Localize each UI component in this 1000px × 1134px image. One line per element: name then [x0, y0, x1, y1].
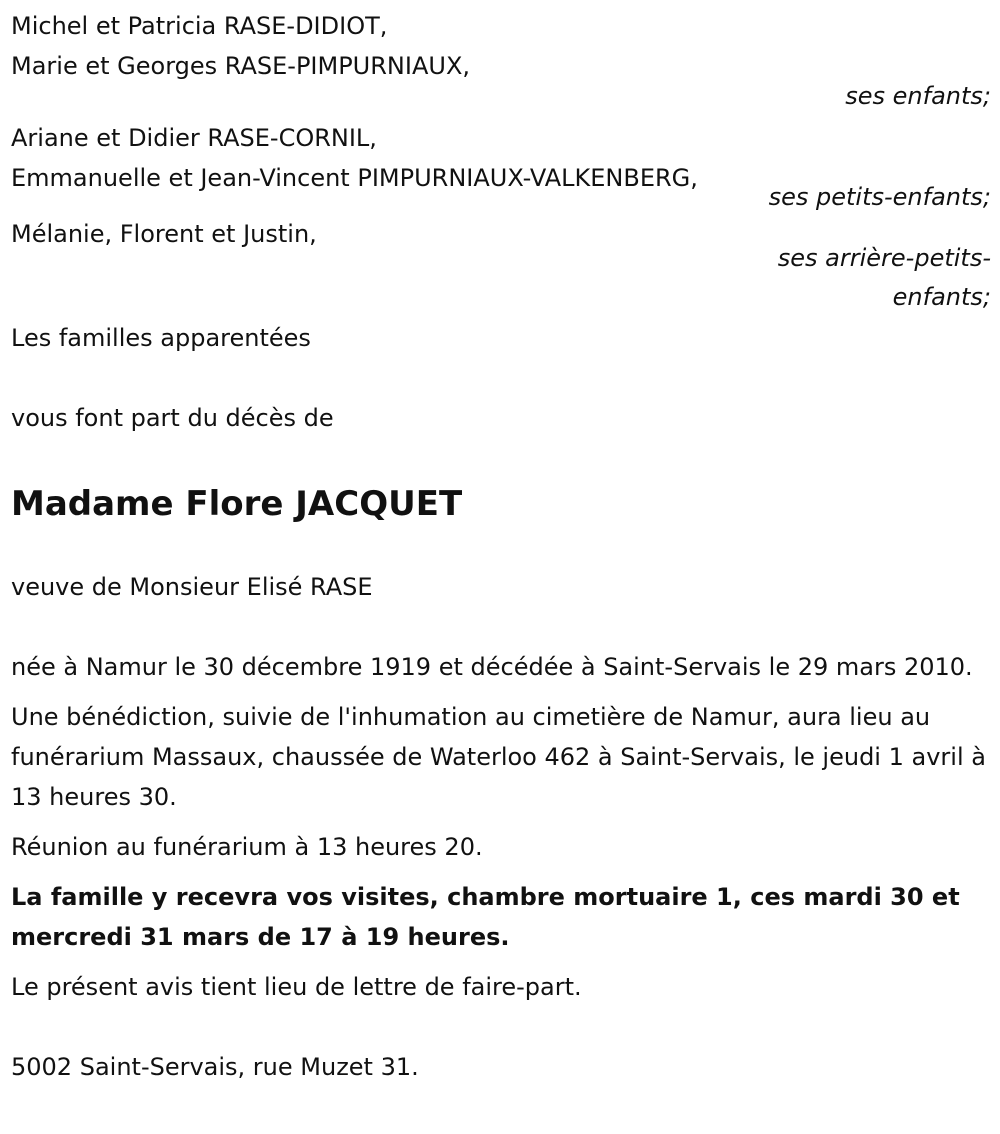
children-label: ses enfants; [845, 82, 991, 110]
notice-paragraph: Le présent avis tient lieu de lettre de faire-part. [11, 973, 582, 1001]
great-grandchildren-line: Mélanie, Florent et Justin, [11, 220, 317, 248]
relatives-line: Les familles apparentées [11, 324, 311, 352]
obituary-notice [11, 0, 991, 1087]
grandchildren-label: ses petits-enfants; [768, 183, 991, 211]
announcement-line: vous font part du décès de [11, 404, 334, 432]
great-grandchildren-label-2: enfants; [892, 283, 991, 311]
birth-death-paragraph: née à Namur le 30 décembre 1919 et décédée à Saint-Servais le 29 mars 2010. [11, 653, 973, 681]
meeting-paragraph: Réunion au funérarium à 13 heures 20. [11, 833, 483, 861]
address-line: 5002 Saint-Servais, rue Muzet 31. [11, 1053, 419, 1081]
grandchildren-line-2: Emmanuelle et Jean-Vincent PIMPURNIAUX-VALKENBERG, [11, 164, 698, 192]
ceremony-paragraph: Une bénédiction, suivie de l'inhumation au cimetière de Namur, aura lieu au funérarium Massaux, chaussée de Waterloo 462 à Saint-Servais, le jeudi 1 avril à 13 heures 30. [11, 703, 986, 811]
visits-paragraph: La famille y recevra vos visites, chambre mortuaire 1, ces mardi 30 et mercredi 31 mars de 17 à 19 heures. [11, 883, 960, 951]
deceased-name-heading: Madame Flore JACQUET [11, 484, 463, 524]
children-line-2: Marie et Georges RASE-PIMPURNIAUX, [11, 52, 471, 80]
grandchildren-line-1: Ariane et Didier RASE-CORNIL, [11, 124, 377, 152]
great-grandchildren-label-1: ses arrière-petits- [777, 244, 991, 272]
widow-of-line: veuve de Monsieur Elisé RASE [11, 573, 373, 601]
children-line-1: Michel et Patricia RASE-DIDIOT, [11, 12, 388, 40]
